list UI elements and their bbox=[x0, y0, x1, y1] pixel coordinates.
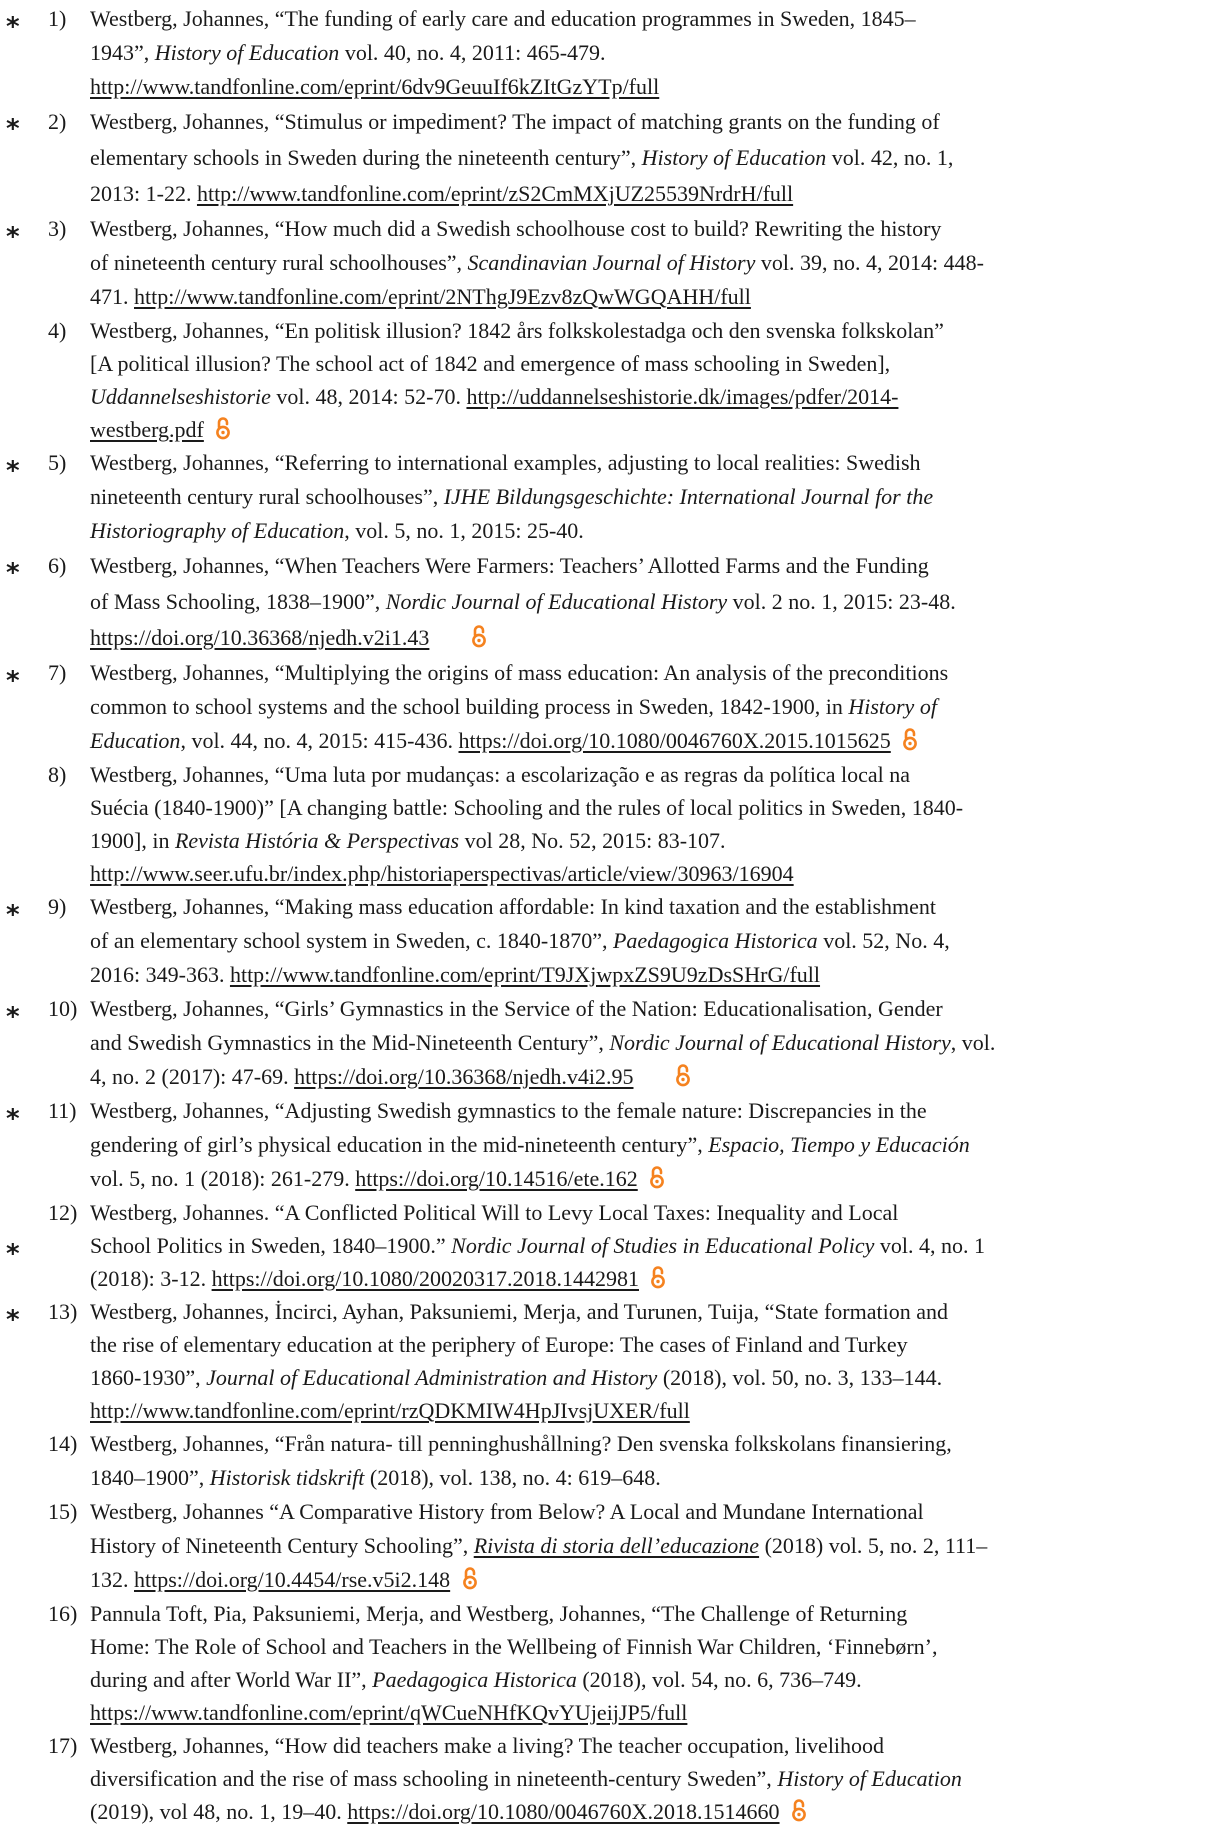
journal-title-link[interactable]: Rivista di storia dell’educazione bbox=[473, 1533, 760, 1558]
reference-entry bbox=[0, 656, 1220, 758]
reference-segment: Westberg, Johannes, “Stimulus or impediment? The impact of matching grants on the funding of bbox=[90, 109, 940, 134]
reference-link[interactable]: https://doi.org/10.1080/20020317.2018.1442981 bbox=[211, 1266, 639, 1291]
reference-line bbox=[90, 314, 1215, 347]
reference-segment: (2019), vol 48, no. 1, 19–40. bbox=[90, 1799, 348, 1824]
reference-segment: Pannula Toft, Pia, Paksuniemi, Merja, and Westberg, Johannes, “The Challenge of Returning bbox=[90, 1601, 908, 1626]
reference-line bbox=[90, 1229, 1215, 1262]
reference-segment: 1840–1900”, bbox=[90, 1465, 210, 1490]
asterisk-marker: * bbox=[6, 1239, 20, 1269]
reference-segment: Home: The Role of School and Teachers in the Wellbeing of Finnish War Children, ‘Finnebørn’, bbox=[90, 1634, 938, 1659]
reference-segment: vol. 40, no. 4, 2011: 465-479. bbox=[339, 40, 606, 65]
reference-text bbox=[90, 548, 1215, 656]
reference-text bbox=[90, 1597, 1215, 1729]
reference-line bbox=[90, 1495, 1215, 1529]
reference-entry bbox=[0, 2, 1220, 104]
reference-link[interactable]: http://www.tandfonline.com/eprint/6dv9GeuuIf6kZItGzYTp/full bbox=[90, 74, 660, 99]
reference-line bbox=[90, 1427, 1215, 1461]
journal-title: Nordic Journal of Studies in Educational Policy bbox=[451, 1233, 875, 1258]
reference-line bbox=[90, 446, 1215, 480]
reference-line bbox=[90, 1563, 1215, 1597]
reference-number: 2) bbox=[48, 109, 67, 134]
reference-segment: of nineteenth century rural schoolhouses”, bbox=[90, 250, 468, 275]
reference-segment: 2016: 349-363. bbox=[90, 962, 230, 987]
reference-line bbox=[90, 380, 1215, 413]
reference-segment: elementary schools in Sweden during the nineteenth century”, bbox=[90, 145, 642, 170]
reference-number: 11) bbox=[48, 1098, 77, 1123]
reference-segment: vol. 2 no. 1, 2015: 23-48. bbox=[727, 589, 956, 614]
reference-link[interactable]: https://doi.org/10.14516/ete.162 bbox=[355, 1166, 638, 1191]
asterisk-marker: * bbox=[6, 558, 20, 588]
journal-title: Journal of Educational Administration and History bbox=[206, 1365, 658, 1390]
reference-segment: vol. 5, no. 1 (2018): 261-279. bbox=[90, 1166, 356, 1191]
reference-link[interactable]: http://www.tandfonline.com/eprint/rzQDKMIW4HpJIvsjUXER/full bbox=[90, 1398, 690, 1423]
reference-segment: Westberg, Johannes, “Multiplying the origins of mass education: An analysis of the preconditions bbox=[90, 660, 949, 685]
reference-segment: (2018), vol. 54, no. 6, 736–749. bbox=[576, 1667, 862, 1692]
reference-line bbox=[90, 347, 1215, 380]
reference-line bbox=[90, 70, 1215, 104]
asterisk-marker: * bbox=[6, 1104, 20, 1134]
reference-line bbox=[90, 140, 1215, 176]
reference-segment: , vol. bbox=[950, 1030, 996, 1055]
reference-line bbox=[90, 1394, 1215, 1427]
reference-text bbox=[90, 314, 1215, 446]
reference-entry bbox=[0, 758, 1220, 890]
reference-link[interactable]: westberg.pdf bbox=[90, 417, 204, 442]
reference-link[interactable]: https://doi.org/10.36368/njedh.v2i1.43 bbox=[90, 625, 430, 650]
reference-number: 6) bbox=[48, 553, 67, 578]
asterisk-marker: * bbox=[6, 1305, 20, 1335]
reference-line bbox=[90, 104, 1215, 140]
reference-link[interactable]: https://doi.org/10.1080/0046760X.2018.1514660 bbox=[347, 1799, 780, 1824]
reference-segment: (2018), vol. 138, no. 4: 619–648. bbox=[364, 1465, 661, 1490]
reference-segment: 1900], in bbox=[90, 828, 175, 853]
reference-segment: gendering of girl’s physical education in the mid-nineteenth century”, bbox=[90, 1132, 709, 1157]
reference-text bbox=[90, 758, 1215, 890]
reference-number: 14) bbox=[48, 1431, 78, 1456]
reference-line bbox=[90, 958, 1215, 992]
reference-segment: [A political illusion? The school act of 1842 and emergence of mass schooling in Sweden], bbox=[90, 351, 891, 376]
open-access-icon bbox=[471, 624, 487, 648]
journal-title: Nordic Journal of Educational History bbox=[609, 1030, 951, 1055]
journal-title: History of Education bbox=[777, 1766, 962, 1791]
reference-line bbox=[90, 1060, 1215, 1094]
reference-segment: School Politics in Sweden, 1840–1900.” bbox=[90, 1233, 452, 1258]
reference-text bbox=[90, 1295, 1215, 1427]
reference-line bbox=[90, 1597, 1215, 1630]
reference-text bbox=[90, 1495, 1215, 1597]
journal-title: Historisk tidskrift bbox=[209, 1465, 365, 1490]
reference-segment: Westberg, Johannes, “En politisk illusion? 1842 års folkskolestadga och den svenska folkskolan” bbox=[90, 318, 944, 343]
reference-text bbox=[90, 2, 1215, 104]
open-access-icon bbox=[462, 1566, 478, 1590]
reference-line bbox=[90, 992, 1215, 1026]
reference-entry bbox=[0, 1495, 1220, 1597]
reference-entry bbox=[0, 548, 1220, 656]
reference-entry bbox=[0, 992, 1220, 1094]
reference-line bbox=[90, 1762, 1215, 1795]
reference-line bbox=[90, 1094, 1215, 1128]
reference-segment: , vol. 44, no. 4, 2015: 415-436. bbox=[180, 728, 459, 753]
reference-segment: 2013: 1-22. bbox=[90, 181, 197, 206]
reference-segment: 1943”, bbox=[90, 40, 155, 65]
reference-line bbox=[90, 413, 1215, 446]
reference-line bbox=[90, 724, 1215, 758]
reference-link[interactable]: http://uddannelseshistorie.dk/images/pdfer/2014- bbox=[466, 384, 899, 409]
asterisk-marker: * bbox=[6, 114, 20, 144]
reference-line bbox=[90, 548, 1215, 584]
reference-entry bbox=[0, 1427, 1220, 1495]
journal-title: Paedagogica Historica bbox=[372, 1667, 577, 1692]
reference-entry bbox=[0, 104, 1220, 212]
reference-line bbox=[90, 857, 1215, 890]
reference-text bbox=[90, 890, 1215, 992]
reference-link[interactable]: https://doi.org/10.36368/njedh.v4i2.95 bbox=[294, 1064, 634, 1089]
reference-text bbox=[90, 992, 1215, 1094]
reference-number: 15) bbox=[48, 1499, 78, 1524]
reference-entry bbox=[0, 1094, 1220, 1196]
reference-line bbox=[90, 1328, 1215, 1361]
reference-segment: vol. 42, no. 1, bbox=[826, 145, 954, 170]
journal-title: Education bbox=[90, 728, 181, 753]
reference-number: 10) bbox=[48, 996, 78, 1021]
asterisk-marker: * bbox=[6, 456, 20, 486]
reference-number: 16) bbox=[48, 1601, 78, 1626]
reference-text bbox=[90, 1094, 1215, 1196]
reference-line bbox=[90, 584, 1215, 620]
reference-line bbox=[90, 1795, 1215, 1828]
reference-segment: vol 28, No. 52, 2015: 83-107. bbox=[459, 828, 726, 853]
reference-number: 3) bbox=[48, 216, 67, 241]
reference-line bbox=[90, 1529, 1215, 1563]
reference-line bbox=[90, 1663, 1215, 1696]
reference-line bbox=[90, 36, 1215, 70]
reference-segment: Westberg, Johannes, “Uma luta por mudanças: a escolarização e as regras da política local na bbox=[90, 762, 911, 787]
journal-title: Historiography of Education bbox=[90, 518, 345, 543]
reference-entry bbox=[0, 890, 1220, 992]
open-access-icon bbox=[791, 1798, 807, 1822]
reference-link[interactable]: http://www.tandfonline.com/eprint/zS2CmMXjUZ25539NrdrH/full bbox=[196, 181, 794, 206]
reference-segment: common to school systems and the school building process in Sweden, 1842-1900, in bbox=[90, 694, 849, 719]
reference-line bbox=[90, 246, 1215, 280]
reference-link[interactable]: http://www.seer.ufu.br/index.php/historiaperspectivas/article/view/30963/16904 bbox=[90, 861, 794, 886]
reference-text bbox=[90, 212, 1215, 314]
reference-line bbox=[90, 1128, 1215, 1162]
reference-segment: Westberg, Johannes, “Making mass education affordable: In kind taxation and the establishment bbox=[90, 894, 937, 919]
reference-line bbox=[90, 620, 1215, 656]
reference-number: 8) bbox=[48, 762, 67, 787]
reference-entry bbox=[0, 1295, 1220, 1427]
reference-segment: and Swedish Gymnastics in the Mid-Nineteenth Century”, bbox=[90, 1030, 610, 1055]
reference-segment: of an elementary school system in Sweden, c. 1840-1870”, bbox=[90, 928, 613, 953]
journal-title: Uddannelseshistorie bbox=[90, 384, 271, 409]
reference-number: 12) bbox=[48, 1200, 78, 1225]
reference-line bbox=[90, 1295, 1215, 1328]
reference-segment: Suécia (1840-1900)” [A changing battle: Schooling and the rules of local politics in Sweden, 1840- bbox=[90, 795, 964, 820]
reference-segment: (2018) vol. 5, no. 2, 111– bbox=[759, 1533, 988, 1558]
reference-entry bbox=[0, 1729, 1220, 1828]
open-access-icon bbox=[649, 1165, 665, 1189]
asterisk-marker: * bbox=[6, 666, 20, 696]
reference-segment: Westberg, Johannes, “Adjusting Swedish gymnastics to the female nature: Discrepancies in the bbox=[90, 1098, 927, 1123]
reference-number: 5) bbox=[48, 450, 67, 475]
reference-text bbox=[90, 1196, 1215, 1295]
reference-number: 9) bbox=[48, 894, 67, 919]
reference-text bbox=[90, 104, 1215, 212]
reference-line bbox=[90, 824, 1215, 857]
reference-segment: vol. 48, 2014: 52-70. bbox=[270, 384, 467, 409]
open-access-icon bbox=[215, 416, 231, 440]
reference-text bbox=[90, 446, 1215, 548]
reference-number: 1) bbox=[48, 6, 67, 31]
reference-segment: History of Nineteenth Century Schooling”, bbox=[90, 1533, 474, 1558]
reference-segment: Westberg, Johannes, “How much did a Swedish schoolhouse cost to build? Rewriting the history bbox=[90, 216, 942, 241]
reference-line bbox=[90, 1262, 1215, 1295]
journal-title: Espacio, Tiempo y Educación bbox=[708, 1132, 970, 1157]
reference-segment: Westberg, Johannes, “How did teachers make a living? The teacher occupation, livelihood bbox=[90, 1733, 885, 1758]
reference-segment: Westberg, Johannes, “Från natura- till penninghushållning? Den svenska folkskolans finansiering, bbox=[90, 1431, 952, 1456]
journal-title: Paedagogica Historica bbox=[612, 928, 818, 953]
journal-title: Scandinavian Journal of History bbox=[467, 250, 756, 275]
reference-line bbox=[90, 212, 1215, 246]
reference-line bbox=[90, 1361, 1215, 1394]
reference-text bbox=[90, 1729, 1215, 1828]
reference-entry bbox=[0, 1597, 1220, 1729]
reference-line bbox=[90, 176, 1215, 212]
reference-text bbox=[90, 1427, 1215, 1495]
reference-line bbox=[90, 1696, 1215, 1729]
reference-entry bbox=[0, 212, 1220, 314]
asterisk-marker: * bbox=[6, 222, 20, 252]
reference-link[interactable]: http://www.tandfonline.com/eprint/2NThgJ9Ezv8zQwWGQAHH/full bbox=[134, 284, 751, 309]
reference-line bbox=[90, 890, 1215, 924]
reference-entry bbox=[0, 1196, 1220, 1295]
reference-segment: Westberg, Johannes, “Referring to international examples, adjusting to local realities: Swedish bbox=[90, 450, 921, 475]
reference-text bbox=[90, 656, 1215, 758]
reference-number: 13) bbox=[48, 1299, 78, 1324]
reference-line bbox=[90, 1162, 1215, 1196]
asterisk-marker: * bbox=[6, 1002, 20, 1032]
journal-title: IJHE Bildungsgeschichte: International Journal for the bbox=[443, 484, 934, 509]
open-access-icon bbox=[675, 1063, 691, 1087]
reference-segment: diversification and the rise of mass schooling in nineteenth-century Sweden”, bbox=[90, 1766, 778, 1791]
reference-segment: 132. bbox=[90, 1567, 134, 1592]
asterisk-marker: * bbox=[6, 900, 20, 930]
reference-segment: Westberg, Johannes, “When Teachers Were Farmers: Teachers’ Allotted Farms and the Funding bbox=[90, 553, 929, 578]
reference-segment: 471. bbox=[90, 284, 134, 309]
reference-segment: vol. 39, no. 4, 2014: 448- bbox=[755, 250, 984, 275]
reference-line bbox=[90, 280, 1215, 314]
journal-title: Revista História & Perspectivas bbox=[174, 828, 460, 853]
reference-link[interactable]: http://www.tandfonline.com/eprint/T9JXjwpxZS9U9zDsSHrG/full bbox=[229, 962, 821, 987]
reference-number: 17) bbox=[48, 1733, 78, 1758]
reference-line bbox=[90, 1196, 1215, 1229]
reference-entry bbox=[0, 314, 1220, 446]
reference-segment: Westberg, Johannes, “The funding of early care and education programmes in Sweden, 1845– bbox=[90, 6, 916, 31]
reference-segment: during and after World War II”, bbox=[90, 1667, 373, 1692]
reference-segment: (2018), vol. 50, no. 3, 133–144. bbox=[657, 1365, 943, 1390]
reference-segment: vol. 4, no. 1 bbox=[874, 1233, 986, 1258]
reference-segment: the rise of elementary education at the periphery of Europe: The cases of Finland and Turkey bbox=[90, 1332, 908, 1357]
reference-segment: Westberg, Johannes, “Girls’ Gymnastics in the Service of the Nation: Educationalisation, Gender bbox=[90, 996, 943, 1021]
journal-title: History of Education bbox=[154, 40, 340, 65]
reference-entry bbox=[0, 446, 1220, 548]
reference-link[interactable]: https://doi.org/10.1080/0046760X.2015.1015625 bbox=[458, 728, 891, 753]
reference-line bbox=[90, 1461, 1215, 1495]
reference-segment: , vol. 5, no. 1, 2015: 25-40. bbox=[344, 518, 584, 543]
journal-title: History of bbox=[848, 694, 937, 719]
journal-title: History of Education bbox=[641, 145, 827, 170]
reference-line bbox=[90, 480, 1215, 514]
reference-line bbox=[90, 924, 1215, 958]
reference-line bbox=[90, 2, 1215, 36]
reference-segment: 4, no. 2 (2017): 47-69. bbox=[90, 1064, 295, 1089]
reference-link[interactable]: https://doi.org/10.4454/rse.v5i2.148 bbox=[134, 1567, 451, 1592]
reference-line bbox=[90, 690, 1215, 724]
reference-line bbox=[90, 1729, 1215, 1762]
reference-line bbox=[90, 791, 1215, 824]
open-access-icon bbox=[902, 727, 918, 751]
journal-title: Nordic Journal of Educational History bbox=[385, 589, 728, 614]
asterisk-marker: * bbox=[6, 12, 20, 42]
reference-segment: (2018): 3-12. bbox=[90, 1266, 212, 1291]
reference-number: 7) bbox=[48, 660, 67, 685]
publication-list bbox=[0, 2, 1220, 1828]
reference-segment: vol. 52, No. 4, bbox=[817, 928, 950, 953]
reference-line bbox=[90, 1630, 1215, 1663]
reference-line bbox=[90, 1026, 1215, 1060]
reference-segment: Westberg, Johannes. “A Conflicted Political Will to Levy Local Taxes: Inequality and Local bbox=[90, 1200, 899, 1225]
reference-segment: 1860-1930”, bbox=[90, 1365, 207, 1390]
reference-link[interactable]: https://www.tandfonline.com/eprint/qWCueNHfKQvYUjeijJP5/full bbox=[90, 1700, 688, 1725]
reference-line bbox=[90, 758, 1215, 791]
reference-number: 4) bbox=[48, 318, 67, 343]
reference-segment: Westberg, Johannes “A Comparative History from Below? A Local and Mundane International bbox=[90, 1499, 924, 1524]
reference-segment: of Mass Schooling, 1838–1900”, bbox=[90, 589, 386, 614]
reference-line bbox=[90, 514, 1215, 548]
reference-segment: Westberg, Johannes, İncirci, Ayhan, Paksuniemi, Merja, and Turunen, Tuija, “State formation and bbox=[90, 1299, 948, 1324]
reference-segment: nineteenth century rural schoolhouses”, bbox=[90, 484, 444, 509]
reference-line bbox=[90, 656, 1215, 690]
open-access-icon bbox=[650, 1265, 666, 1289]
